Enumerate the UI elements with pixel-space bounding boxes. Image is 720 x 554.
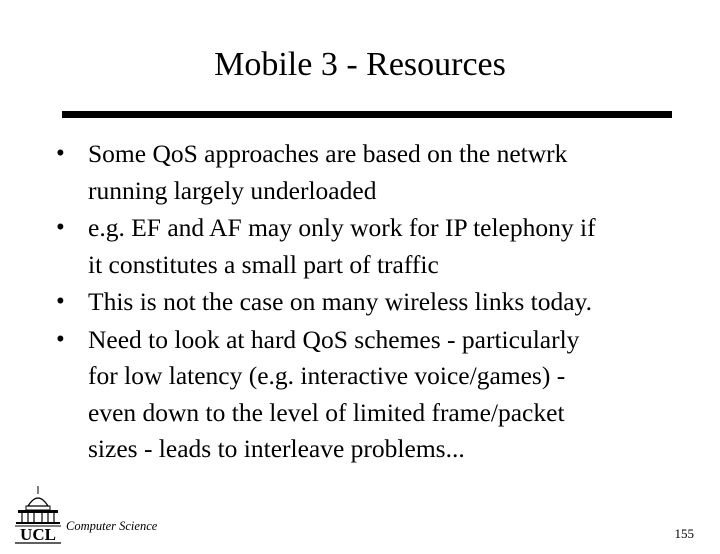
title-divider [62, 111, 672, 118]
bullet-marker: • [56, 288, 65, 315]
bullet-list [56, 136, 696, 469]
ucl-logo [14, 484, 62, 548]
ucl-dome-icon [14, 484, 62, 548]
bullet-item-4 [56, 322, 696, 468]
bullet-marker: • [56, 325, 65, 353]
bullet-line: for low latency (e.g. interactive voice/games) - [88, 361, 566, 390]
bullet-marker: • [56, 214, 65, 241]
bullet-item-3 [56, 284, 696, 321]
bullet-line: sizes - leads to interleave problems... [88, 434, 465, 463]
bullet-line: running largely underloaded [88, 175, 377, 205]
page-number: 155 [674, 526, 694, 541]
bullet-line: e.g. EF and AF may only work for IP telephony if [88, 213, 596, 242]
bullet-marker: • [56, 140, 65, 167]
bullet-line: This is not the case on many wireless links today. [88, 287, 593, 316]
logo-text: UCL [20, 525, 56, 544]
department-label: Computer Science [66, 519, 158, 533]
bullet-line: it constitutes a small part of traffic [88, 249, 439, 279]
bullet-item-2 [56, 210, 696, 283]
bullet-line: Some QoS approaches are based on the netwrk [88, 139, 568, 168]
bullet-line: Need to look at hard QoS schemes - particularly [88, 324, 580, 354]
slide-title: Mobile 3 - Resources [214, 46, 506, 83]
bullet-line: even down to the level of limited frame/packet [88, 397, 565, 427]
bullet-item-1 [56, 136, 696, 209]
